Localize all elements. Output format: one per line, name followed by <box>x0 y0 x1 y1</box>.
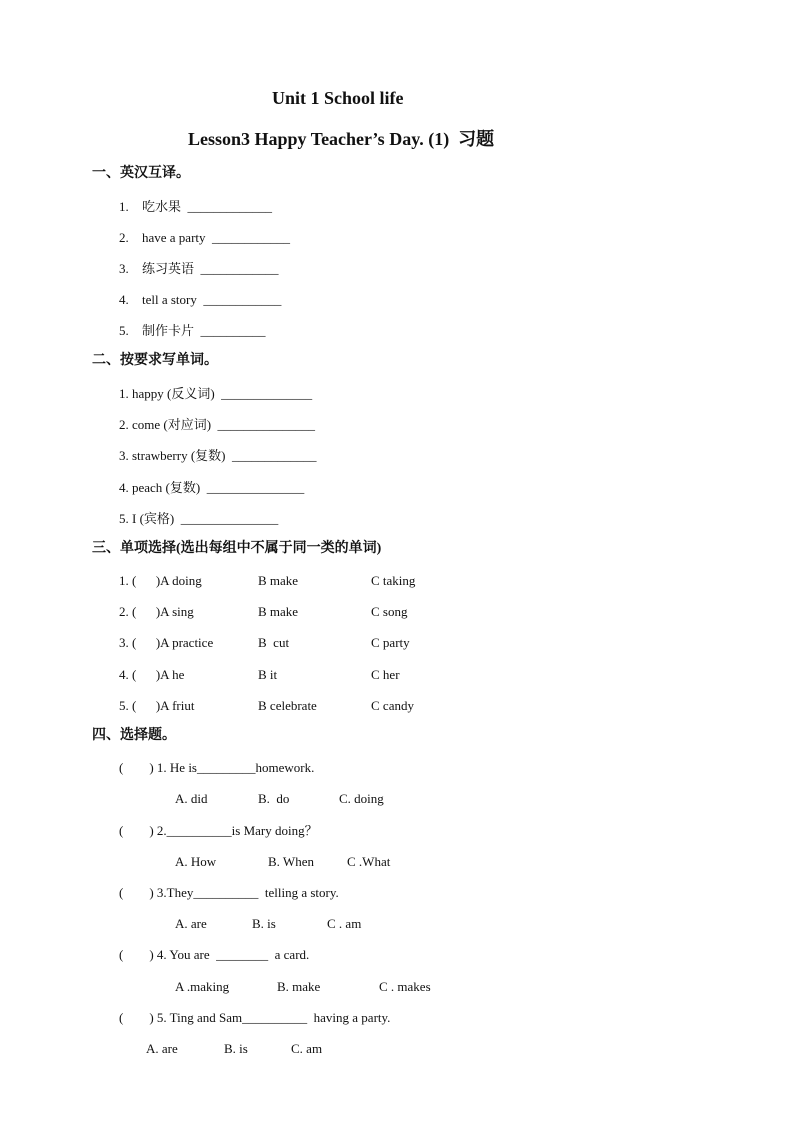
s4-q2-option-a: A. How <box>175 854 217 869</box>
s3-q1-option-a: 1. ( )A doing <box>119 573 202 588</box>
lesson-title: Lesson3 Happy Teacher’s Day. (1) 习题 <box>188 129 495 149</box>
s3-q3-option-c: C party <box>371 635 410 650</box>
s2-item-3: 3. strawberry (复数) _____________ <box>119 448 317 463</box>
s4-q4-question: ( ) 4. You are ________ a card. <box>119 947 310 962</box>
s4-q5-question: ( ) 5. Ting and Sam__________ having a party. <box>119 1010 391 1025</box>
s2-item-2: 2. come (对应词) _______________ <box>119 417 316 432</box>
s1-item-3-text: 练习英语 ____________ <box>142 261 279 276</box>
s3-q1-option-c: C taking <box>371 573 416 588</box>
s3-q5-option-b: B celebrate <box>258 698 317 713</box>
s3-q2-option-c: C song <box>371 604 408 619</box>
s4-q4-option-b: B. make <box>277 979 321 994</box>
s4-q4-option-c: C . makes <box>379 979 431 994</box>
s2-item-5: 5. I (宾格) _______________ <box>119 511 279 526</box>
s1-item-3-num: 3. <box>119 261 129 276</box>
s4-q2-option-b: B. When <box>268 854 314 869</box>
s4-q3-option-a: A. are <box>175 916 207 931</box>
s3-q5-option-a: 5. ( )A friut <box>119 698 195 713</box>
s4-q1-option-c: C. doing <box>339 791 384 806</box>
s1-item-2-num: 2. <box>119 230 129 245</box>
s3-q4-option-c: C her <box>371 667 400 682</box>
s1-item-5-text: 制作卡片 __________ <box>142 323 266 338</box>
s3-q1-option-b: B make <box>258 573 299 588</box>
s4-q1-question: ( ) 1. He is_________homework. <box>119 760 315 775</box>
s4-q3-option-b: B. is <box>252 916 276 931</box>
s3-q5-option-c: C candy <box>371 698 414 713</box>
s2-item-1: 1. happy (反义词) ______________ <box>119 386 313 401</box>
s3-q2-option-a: 2. ( )A sing <box>119 604 194 619</box>
s4-q4-option-a: A .making <box>175 979 230 994</box>
s1-item-4-num: 4. <box>119 292 129 307</box>
s4-q1-option-b: B. do <box>258 791 290 806</box>
s4-q5-option-a: A. are <box>146 1041 178 1056</box>
unit-title: Unit 1 School life <box>272 88 404 108</box>
section-3-heading: 三、单项选择(选出每组中不属于同一类的单词) <box>92 541 382 556</box>
s3-q2-option-b: B make <box>258 604 299 619</box>
s4-q3-question: ( ) 3.They__________ telling a story. <box>119 885 339 900</box>
section-2-heading: 二、按要求写单词。 <box>92 353 218 368</box>
section-1-heading: 一、英汉互译。 <box>92 166 190 181</box>
s1-item-2-text: have a party ____________ <box>142 230 291 245</box>
s1-item-1-text: 吃水果 _____________ <box>142 199 273 214</box>
s4-q1-option-a: A. did <box>175 791 208 806</box>
s4-q3-option-c: C . am <box>327 916 362 931</box>
s4-q5-option-b: B. is <box>224 1041 248 1056</box>
s1-item-1-num: 1. <box>119 199 129 214</box>
s4-q2-question: ( ) 2.__________is Mary doing？ <box>119 823 318 838</box>
s4-q5-option-c: C. am <box>291 1041 323 1056</box>
s4-q2-option-c: C .What <box>347 854 391 869</box>
s1-item-4-text: tell a story ____________ <box>142 292 282 307</box>
s3-q3-option-a: 3. ( )A practice <box>119 635 214 650</box>
s2-item-4: 4. peach (复数) _______________ <box>119 480 305 495</box>
s1-item-5-num: 5. <box>119 323 129 338</box>
section-4-heading: 四、选择题。 <box>92 728 176 743</box>
s3-q3-option-b: B cut <box>258 635 290 650</box>
s3-q4-option-a: 4. ( )A he <box>119 667 185 682</box>
s3-q4-option-b: B it <box>258 667 278 682</box>
